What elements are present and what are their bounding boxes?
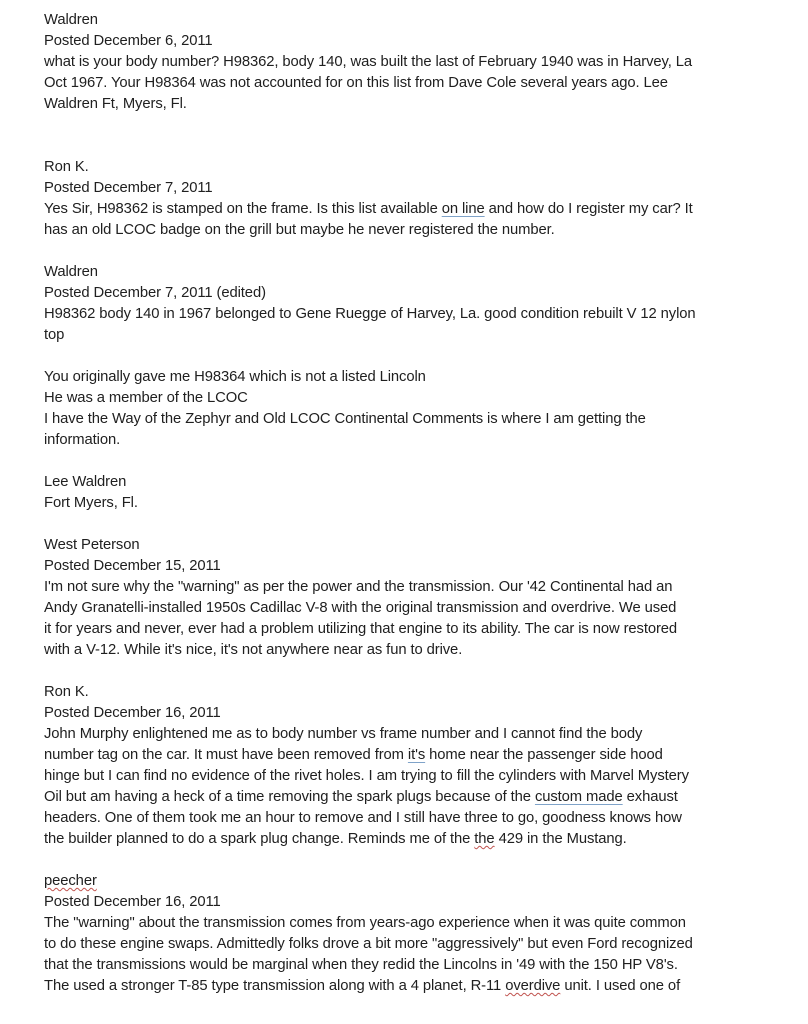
post-body-block	[44, 577, 784, 661]
post-date: Posted December 15, 2011	[44, 558, 221, 574]
post-author	[44, 157, 784, 178]
post-body-line	[44, 493, 784, 514]
post-date: Posted December 6, 2011	[44, 33, 213, 49]
post-body-block	[44, 367, 784, 451]
post-body-line	[44, 787, 784, 808]
post-author	[44, 535, 784, 556]
post-body-line	[44, 94, 784, 115]
text-segment: Waldren Ft, Myers, Fl.	[44, 96, 187, 112]
post-body-block	[44, 724, 784, 850]
text-segment: Yes Sir, H98362 is stamped on the frame. Is this list available	[44, 201, 442, 217]
post-body-line	[44, 472, 784, 493]
text-segment: 429 in the Mustang.	[494, 831, 627, 847]
text-segment: I have the Way of the Zephyr and Old LCOC Continental Comments is where I am getting the	[44, 411, 646, 427]
post-body-line	[44, 808, 784, 829]
text-segment: to do these engine swaps. Admittedly folks drove a bit more "aggressively" but even Ford recognized	[44, 936, 693, 952]
post-body-line	[44, 73, 784, 94]
text-segment: the builder planned to do a spark plug change. Reminds me of the	[44, 831, 475, 847]
post-body-line	[44, 220, 784, 241]
text-segment: what is your body number? H98362, body 140, was built the last of February 1940 was in Harvey, La	[44, 54, 693, 70]
grammar-marked-text: it's	[407, 747, 426, 763]
post-body-block	[44, 913, 784, 997]
text-segment: I'm not sure why the "warning" as per the power and the transmission. Our '42 Continental had an	[44, 579, 673, 595]
post	[44, 535, 784, 661]
post-date: Posted December 7, 2011	[44, 180, 213, 196]
text-segment: exhaust	[622, 789, 678, 805]
spellcheck-marked-text: the	[474, 831, 495, 847]
post-body-block	[44, 52, 784, 115]
post-date: Posted December 7, 2011 (edited)	[44, 285, 266, 301]
text-segment: number tag on the car. It must have been removed from	[44, 747, 408, 763]
text-segment: The used a stronger T-85 type transmission along with a 4 planet, R-11	[44, 978, 506, 994]
post-body-line	[44, 388, 784, 409]
text-segment: home near the passenger side hood	[425, 747, 663, 763]
text-segment: that the transmissions would be marginal when they redid the Lincolns in '49 with the 150 HP V8's.	[44, 957, 678, 973]
text-segment: unit. I used one of	[560, 978, 681, 994]
post-author	[44, 262, 784, 283]
text-segment: H98362 body 140 in 1967 belonged to Gene Ruegge of Harvey, La. good condition rebuilt V 12 nylon	[44, 306, 696, 322]
post-author	[44, 682, 784, 703]
post-body-line	[44, 52, 784, 73]
post-body-line	[44, 934, 784, 955]
spellcheck-marked-text: overdive	[505, 978, 561, 994]
post	[44, 871, 784, 997]
text-segment: Andy Granatelli-installed 1950s Cadillac V-8 with the original transmission and overdrive. We used	[44, 600, 677, 616]
text-segment: John Murphy enlightened me as to body number vs frame number and I cannot find the body	[44, 726, 643, 742]
post	[44, 157, 784, 241]
post	[44, 262, 784, 514]
post-author	[44, 871, 784, 892]
text-segment: headers. One of them took me an hour to remove and I still have three to go, goodness knows how	[44, 810, 682, 826]
post-body-line	[44, 304, 784, 325]
post-body-line	[44, 745, 784, 766]
post-date: Posted December 16, 2011	[44, 705, 221, 721]
text-segment: The "warning" about the transmission comes from years-ago experience when it was quite common	[44, 915, 686, 931]
post-body-line	[44, 955, 784, 976]
post-body-line	[44, 325, 784, 346]
post-body-line	[44, 724, 784, 745]
grammar-marked-text: custom made	[534, 789, 623, 805]
post-body-line	[44, 409, 784, 430]
spellcheck-marked-text: peecher	[44, 873, 97, 889]
text-segment: Ron K.	[44, 684, 89, 700]
text-segment: Waldren	[44, 264, 98, 280]
post-body-line	[44, 766, 784, 787]
text-segment: information.	[44, 432, 121, 448]
post-author	[44, 10, 784, 31]
post-body-line	[44, 598, 784, 619]
text-segment: hinge but I can find no evidence of the rivet holes. I am trying to fill the cylinders with Marvel Mystery	[44, 768, 689, 784]
text-segment: West Peterson	[44, 537, 140, 553]
post-body-line	[44, 640, 784, 661]
text-segment: has an old LCOC badge on the grill but maybe he never registered the number.	[44, 222, 555, 238]
text-segment: Waldren	[44, 12, 98, 28]
post-date: Posted December 16, 2011	[44, 894, 221, 910]
text-segment: Fort Myers, Fl.	[44, 495, 138, 511]
post-body-block	[44, 304, 784, 346]
text-segment: and how do I register my car? It	[484, 201, 693, 217]
post-body-block	[44, 472, 784, 514]
post-body-line	[44, 430, 784, 451]
post-body-line	[44, 829, 784, 850]
post-body-line	[44, 976, 784, 997]
grammar-marked-text: on line	[441, 201, 485, 217]
post-body-line	[44, 913, 784, 934]
text-segment: Ron K.	[44, 159, 89, 175]
text-segment: it for years and never, ever had a problem utilizing that engine to its ability. The car is now restored	[44, 621, 678, 637]
post-body-line	[44, 577, 784, 598]
text-segment: Oct 1967. Your H98364 was not accounted for on this list from Dave Cole several years ago. Lee	[44, 75, 668, 91]
text-segment: Lee Waldren	[44, 474, 127, 490]
text-segment: with a V-12. While it's nice, it's not anywhere near as fun to drive.	[44, 642, 463, 658]
post-body-line	[44, 367, 784, 388]
text-segment: You originally gave me H98364 which is not a listed Lincoln	[44, 369, 426, 385]
post	[44, 682, 784, 850]
post	[44, 10, 784, 115]
text-segment: Oil but am having a heck of a time removing the spark plugs because of the	[44, 789, 535, 805]
post-body-line	[44, 619, 784, 640]
post-body-line	[44, 199, 784, 220]
text-segment: top	[44, 327, 65, 343]
text-segment: He was a member of the LCOC	[44, 390, 248, 406]
post-body-block	[44, 199, 784, 241]
